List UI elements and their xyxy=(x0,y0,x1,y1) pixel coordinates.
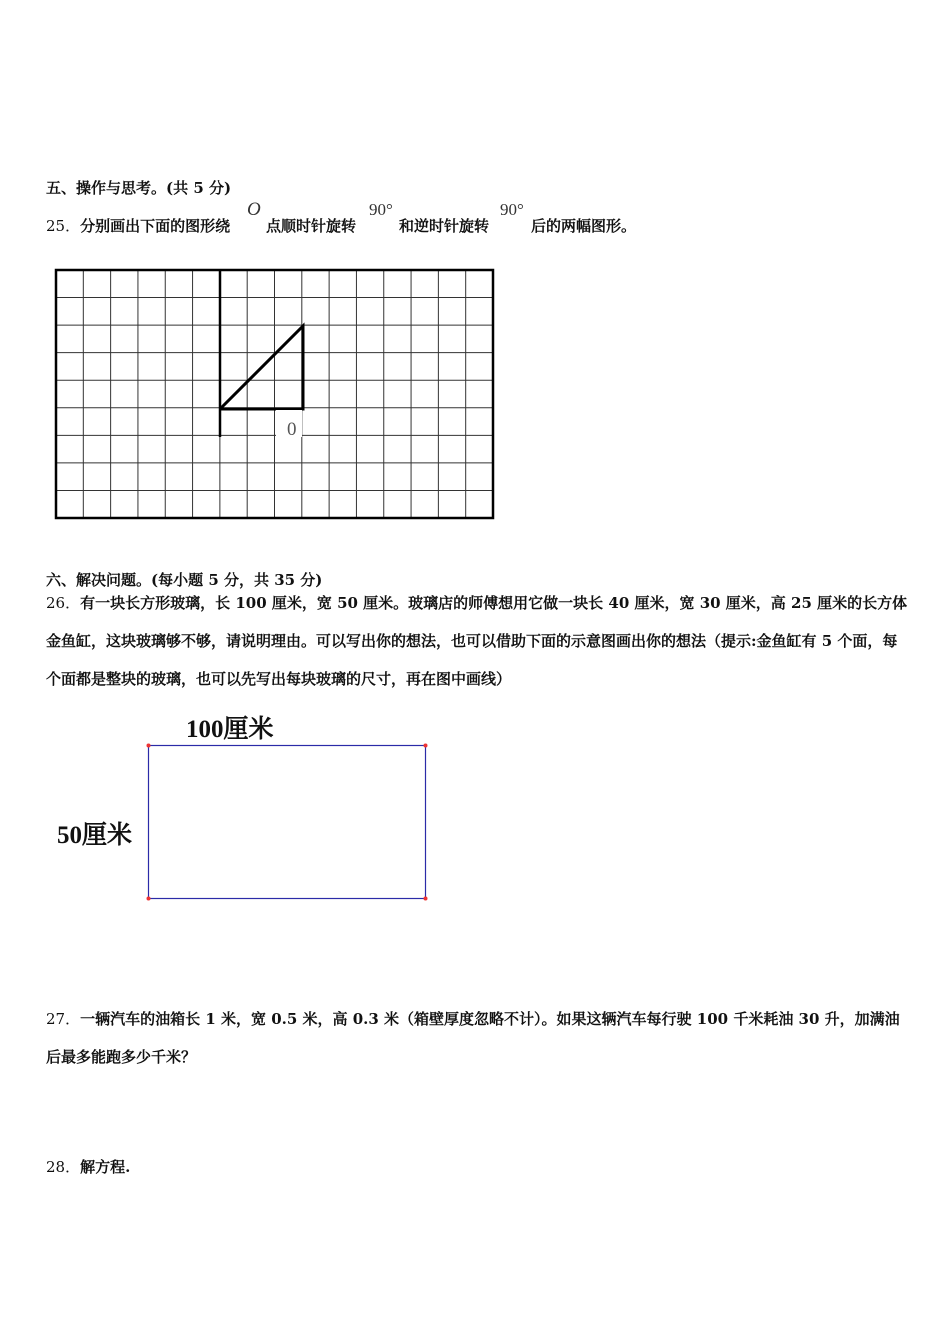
question-text-part2: 点顺时针旋转 xyxy=(266,217,357,235)
question-26-text: 有一块长方形玻璃，长 100 厘米，宽 50 厘米。玻璃店的师傅想用它做一块长 40 厘米，宽 30 厘米，高 25 厘米的长方体金鱼缸，这块玻璃够不够，请说明理由。可以写出你的想法，也可以借助下面的示意图画出你的想法（提示:金鱼缸有 5 个面，每个面都是整块的玻璃，也可以先写出每块玻璃的尺寸，再在图中画线） xyxy=(46,594,908,688)
question-28 xyxy=(46,1156,130,1177)
corner-point xyxy=(424,897,428,901)
question-26 xyxy=(46,584,908,698)
corner-point xyxy=(147,897,151,901)
question-text-part4: 后的两幅图形。 xyxy=(531,217,637,235)
corner-point xyxy=(424,744,428,748)
right-triangle xyxy=(220,326,303,409)
question-text-part1: 分别画出下面的图形绕 xyxy=(80,217,231,235)
corner-point xyxy=(147,744,151,748)
question-number: 28． xyxy=(46,1158,81,1176)
length-label: 100厘米 xyxy=(186,716,274,743)
point-o-label: 0 xyxy=(287,419,297,440)
rotation-grid-figure xyxy=(0,0,950,560)
question-number: 26． xyxy=(46,594,81,612)
glass-rectangle xyxy=(149,746,426,899)
angle-90-counterclockwise: 90° xyxy=(500,200,524,219)
width-label: 50厘米 xyxy=(57,822,133,849)
angle-90-clockwise: 90° xyxy=(369,200,393,219)
section-6-header: 六、解决问题。(每小题 5 分，共 35 分) xyxy=(46,571,323,589)
question-28-text: 解方程. xyxy=(80,1158,131,1176)
question-27-text: 一辆汽车的油箱长 1 米，宽 0.5 米，高 0.3 米（箱壁厚度忽略不计）。如果这辆汽车每行驶 100 千米耗油 30 升，加满油后最多能跑多少千米？ xyxy=(46,1010,900,1066)
question-number: 25． xyxy=(46,217,81,235)
point-o-symbol: O xyxy=(247,199,261,220)
question-text-part3: 和逆时针旋转 xyxy=(399,217,490,235)
glass-rectangle-diagram xyxy=(140,737,440,907)
section-5-header: 五、操作与思考。(共 5 分) xyxy=(46,179,232,197)
question-number: 27． xyxy=(46,1010,81,1028)
question-27 xyxy=(46,1000,908,1076)
